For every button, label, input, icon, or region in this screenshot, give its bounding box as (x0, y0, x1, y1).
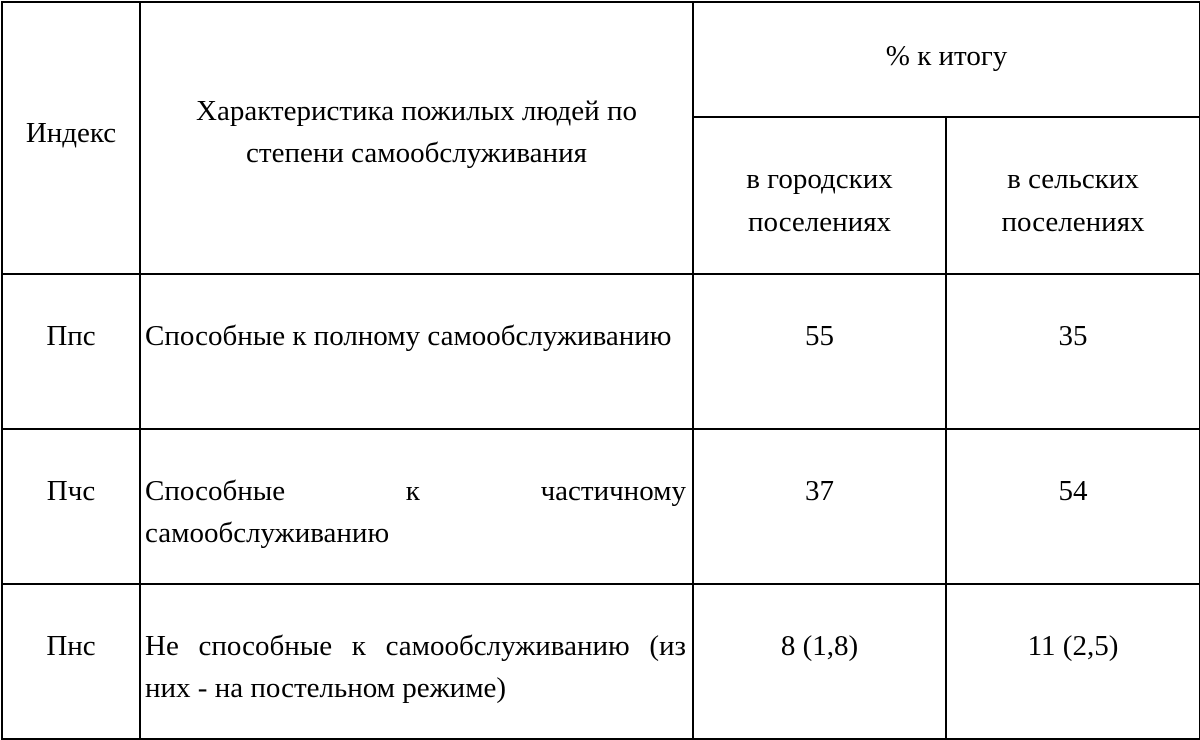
header-rural-label: в сельских поселениях (1001, 163, 1145, 238)
row-urban-value: 8 (1,8) (693, 584, 946, 739)
row-urban-value: 55 (693, 274, 946, 429)
header-index-label: Индекс (25, 116, 117, 149)
header-characteristic (140, 2, 693, 274)
table-row (2, 429, 1200, 584)
row-rural-value: 54 (946, 429, 1200, 584)
row-rural-value: 11 (2,5) (946, 584, 1200, 739)
header-characteristic-label: Характеристика пожилых людей по степени самообслуживания (196, 94, 637, 169)
row-code: Пнс (2, 584, 140, 739)
header-urban (693, 117, 946, 274)
header-row-top (2, 2, 1200, 117)
table-row (2, 584, 1200, 739)
row-code: Ппс (2, 274, 140, 429)
table-row (2, 274, 1200, 429)
row-description: Не способные к самообслуживанию (из них - на постельном режиме) (140, 584, 693, 739)
header-percent-total (693, 2, 1200, 117)
header-rural (946, 117, 1200, 274)
document-page (0, 1, 1200, 740)
row-code: Пчс (2, 429, 140, 584)
header-index (2, 2, 140, 274)
row-rural-value: 35 (946, 274, 1200, 429)
row-urban-value: 37 (693, 429, 946, 584)
row-description: Способные к полному самообслуживанию (140, 274, 693, 429)
row-description: Способные к частичному самообслуживанию (140, 429, 693, 584)
header-urban-label: в городских поселениях (746, 163, 893, 238)
header-percent-total-label: % к итогу (885, 40, 1008, 73)
self-care-table (1, 1, 1200, 740)
